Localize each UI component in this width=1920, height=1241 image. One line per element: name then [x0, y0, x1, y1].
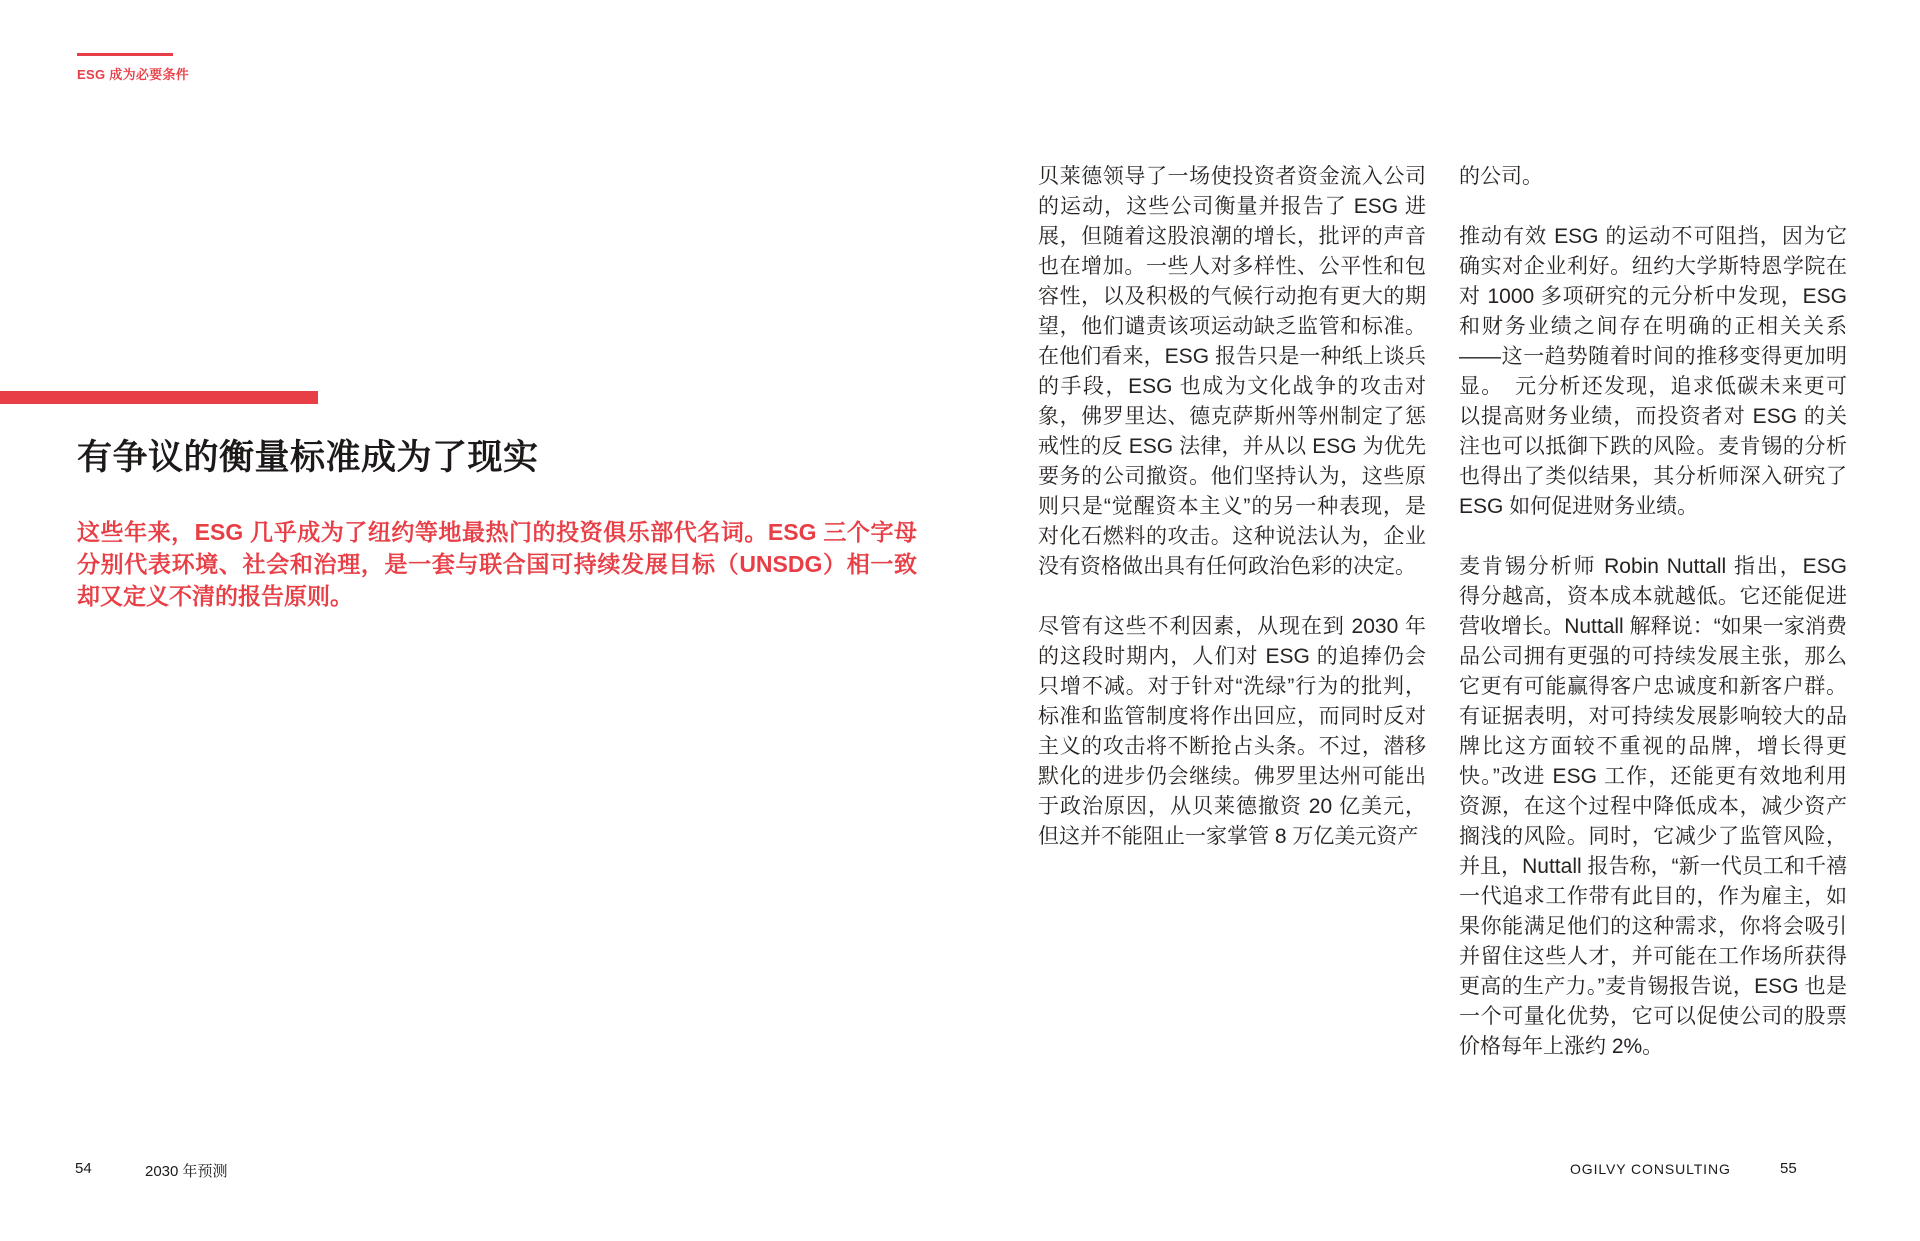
article-title: 有争议的衡量标准成为了现实	[77, 438, 539, 477]
paragraph: 贝莱德领导了一场使投资者资金流入公司的运动，这些公司衡量并报告了 ESG 进展，但随着这股浪潮的增长，批评的声音也在增加。一些人对多样性、公平性和包容性，以及积极的气候行动抱有更大的期望，他们谴责该项运动缺乏监管和标准。在他们看来，ESG 报告只是一种纸上谈兵的手段，ESG 也成为文化战争的攻击对象，佛罗里达、德克萨斯州等州制定了惩戒性的反 ESG 法律，并从以 ESG 为优先要务的公司撤资。他们坚持认为，这些原则只是“觉醒资本主义”的另一种表现，是对化石燃料的攻击。这种说法认为，企业没有资格做出具有任何政治色彩的决定。	[1038, 165, 1426, 578]
right-column	[1459, 162, 1847, 1062]
eyebrow	[77, 53, 189, 83]
paragraph: 麦肯锡分析师 Robin Nuttall 指出，ESG 得分越高，资本成本就越低。它还能促进营收增长。Nuttall 解释说：“如果一家消费品公司拥有更强的可持续发展主张，那么它更有可能赢得客户忠诚度和新客户群。有证据表明，对可持续发展影响较大的品牌比这方面较不重视的品牌，增长得更快。”改进 ESG 工作，还能更有效地利用资源，在这个过程中降低成本，减少资产搁浅的风险。同时，它减少了监管风险，并且，Nuttall 报告称，“新一代员工和千禧一代追求工作带有此目的，作为雇主，如果你能满足他们的这种需求，你将会吸引并留住这些人才，并可能在工作场所获得更高的生产力。”麦肯锡报告说，ESG 也是一个可量化优势，它可以促使公司的股票价格每年上涨约 2%。	[1459, 555, 1847, 1058]
eyebrow-label: ESG 成为必要条件	[77, 67, 190, 82]
footer-right-label: OGILVY CONSULTING	[1570, 1161, 1731, 1177]
footer-left-label: 2030 年预测	[145, 1163, 228, 1180]
paragraph: 推动有效 ESG 的运动不可阻挡，因为它确实对企业利好。纽约大学斯特恩学院在对 1000 多项研究的元分析中发现，ESG 和财务业绩之间存在明确的正相关关系——这一趋势随着时间的推移变得更加明显。 元分析还发现，追求低碳未来更可以提高财务业绩，而投资者对 ESG 的关注也可以抵御下跌的风险。麦肯锡的分析也得出了类似结果，其分析师深入研究了 ESG 如何促进财务业绩。	[1459, 225, 1847, 518]
section-accent-bar	[0, 391, 318, 404]
eyebrow-rule	[77, 53, 173, 56]
article-intro: 这些年来，ESG 几乎成为了纽约等地最热门的投资俱乐部代名词。ESG 三个字母分别代表环境、社会和治理，是一套与联合国可持续发展目标（UNSDG）相一致却又定义不清的报告原则。	[77, 519, 917, 609]
paragraph: 尽管有这些不利因素，从现在到 2030 年的这段时期内，人们对 ESG 的追捧仍会只增不减。对于针对“洗绿”行为的批判，标准和监管制度将作出回应，而同时反对主义的攻击将不断抢占头条。不过，潜移默化的进步仍会继续。佛罗里达州可能出于政治原因，从贝莱德撤资 20 亿美元，但这并不能阻止一家掌管 8 万亿美元资产	[1038, 615, 1426, 848]
page-number-left: 54	[75, 1160, 92, 1177]
page-number-right: 55	[1780, 1160, 1797, 1177]
paragraph: 的公司。	[1459, 165, 1543, 188]
middle-column	[1038, 162, 1426, 852]
